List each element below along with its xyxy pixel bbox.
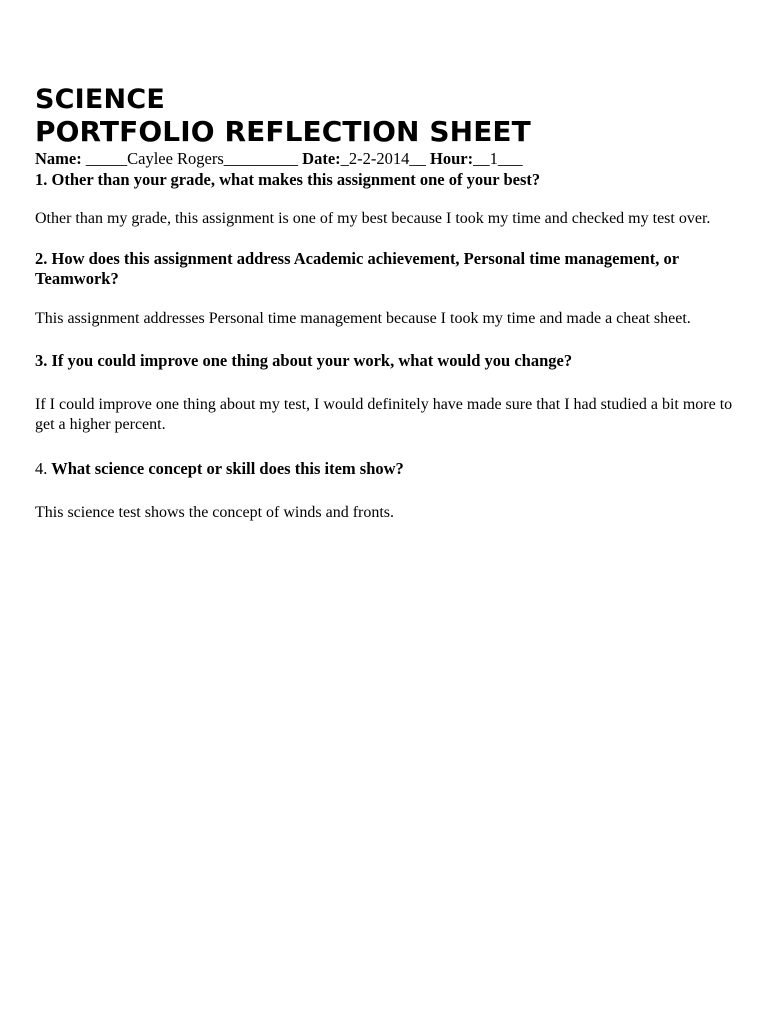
student-info-line bbox=[35, 150, 740, 168]
hour-label: Hour: bbox=[430, 149, 474, 168]
question-4 bbox=[35, 459, 740, 479]
answer-3: If I could improve one thing about my test, I would definitely have made sure that I had studied a bit more to get a higher percent. bbox=[35, 396, 733, 433]
date-value: 2-2-2014 bbox=[348, 149, 410, 168]
answer-4: This science test shows the concept of winds and fronts. bbox=[35, 504, 395, 521]
name-blank-before: _____ bbox=[85, 149, 128, 168]
hour-value: 1 bbox=[489, 149, 498, 168]
question-2-text: How does this assignment address Academic achievement, Personal time management, or Teamwork? bbox=[35, 249, 679, 288]
date-blank-after: __ bbox=[409, 149, 426, 168]
student-name: Caylee Rogers bbox=[127, 149, 224, 168]
question-3-text: If you could improve one thing about your work, what would you change? bbox=[51, 351, 573, 370]
date-label: Date: bbox=[302, 149, 341, 168]
hour-blank-after: ___ bbox=[497, 149, 523, 168]
title-line-1: SCIENCE bbox=[35, 84, 166, 115]
question-3 bbox=[35, 351, 740, 371]
question-2-number: 2. bbox=[35, 249, 48, 268]
question-4-text: What science concept or skill does this item show? bbox=[51, 459, 404, 478]
question-3-number: 3. bbox=[35, 351, 48, 370]
reflection-sheet bbox=[35, 84, 740, 523]
answer-2: This assignment addresses Personal time management because I took my time and made a cheat sheet. bbox=[35, 310, 691, 327]
question-2 bbox=[35, 249, 740, 289]
hour-blank-before: __ bbox=[473, 149, 490, 168]
date-blank-before: _ bbox=[340, 149, 349, 168]
answer-1: Other than my grade, this assignment is one of my best because I took my time and checked my test over. bbox=[35, 210, 711, 227]
question-1-number: 1. bbox=[35, 170, 48, 189]
question-1-text: Other than your grade, what makes this assignment one of your best? bbox=[51, 170, 541, 189]
name-label: Name: bbox=[35, 149, 82, 168]
name-blank-after: _________ bbox=[223, 149, 299, 168]
title-line-2: PORTFOLIO REFLECTION SHEET bbox=[35, 115, 531, 148]
question-4-number: 4. bbox=[35, 459, 48, 478]
question-1 bbox=[35, 170, 740, 190]
